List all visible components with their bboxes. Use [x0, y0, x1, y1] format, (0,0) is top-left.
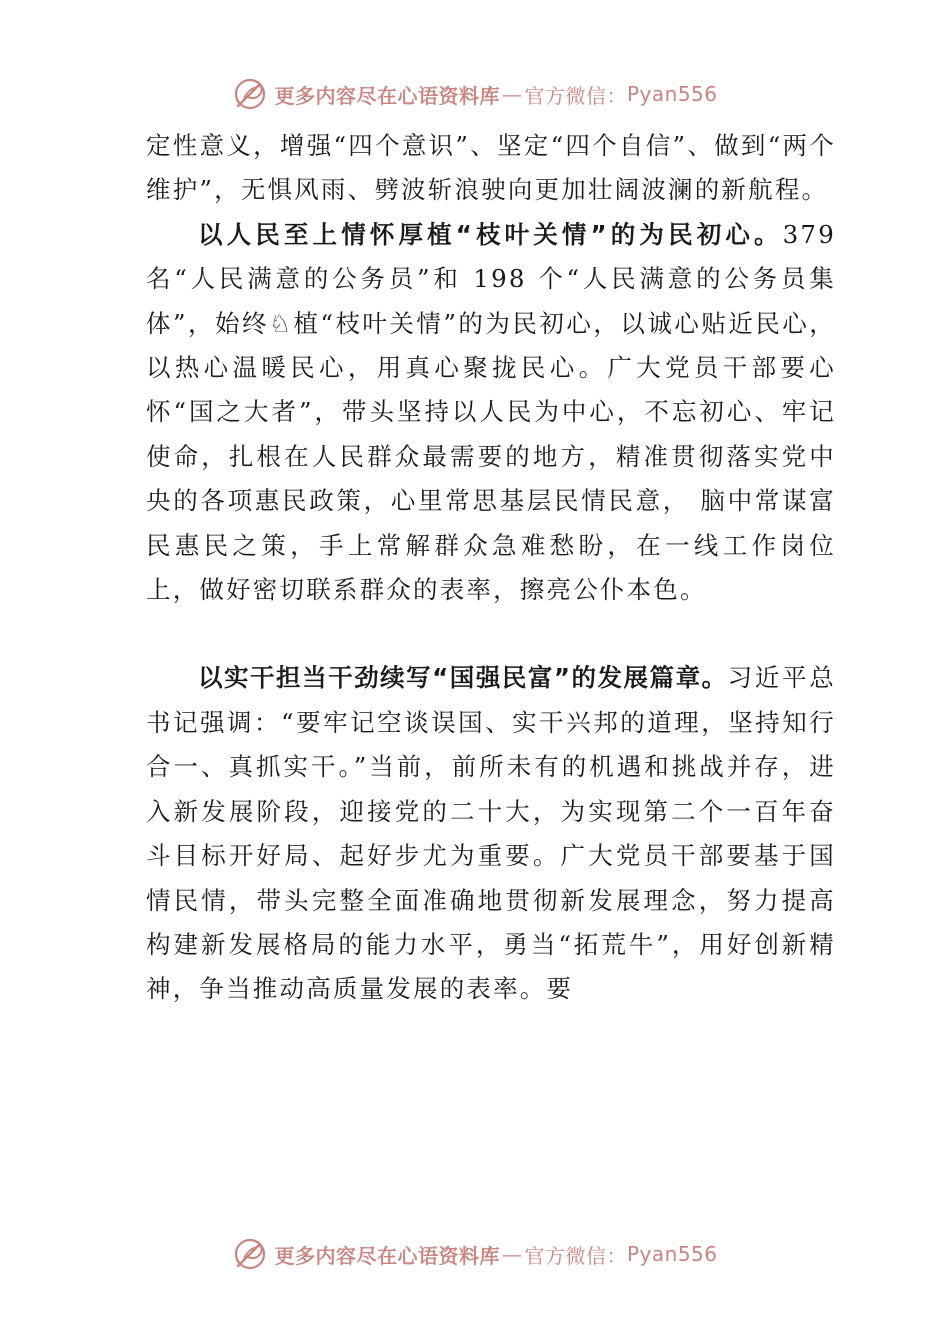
watermark-label: 官方微信： — [524, 1243, 627, 1268]
paragraph-text: 定性意义，增强“四个意识”、坚定“四个自信”、做到“两个维护”，无惧风雨、劈波斩浪驶向更加壮阔波澜的新航程。 — [146, 131, 836, 205]
paragraph-text: 习近平总书记强调：“要牢记空谈误国、实干兴邦的道理，坚持知行合一、真抓实干。”当前，前所未有的机遇和挑战并存，进入新发展阶段，迎接党的二十大，为实现第二个一百年奋斗目标开好局、起好步尤为重要。广大党员干部要基于国情民情，带头完整全面准确地贯彻新发展理念，努力提高构建新发展格局的能力水平，勇当“拓荒牛”，用好创新精神，争当推动高质量发展的表率。要 — [146, 663, 837, 1004]
watermark-brand: 更多内容尽在心语资料库 — [274, 1243, 500, 1268]
paragraph-text: 379名“人民满意的公务员”和 198 个“人民满意的公务员集体”，始终♘植“枝叶关情”的为民初心，以诚心贴近民心，以热心温暖民心，用真心聚拢民心。广大党员干部要心怀“国之大者”，带头坚持以人民为中心，不忘初心、牢记使命，扎根在人民群众最需要的地方，精准贯彻落实党中央的各项惠民政策，心里常思基层民情民意， 脑中常谋富民惠民之策，手上常解群众急难愁盼，在一线工作岗位上，做好密切联系群众的表率，擦亮公仆本色。 — [146, 219, 836, 605]
watermark-label: 官方微信： — [524, 83, 627, 108]
watermark-wechat-id: Pyan556 — [626, 1242, 718, 1266]
header-watermark — [0, 76, 950, 112]
watermark-separator: — — [501, 82, 523, 106]
watermark-brand: 更多内容尽在心语资料库 — [274, 83, 500, 108]
document-body — [146, 124, 836, 1012]
paragraph-1 — [146, 124, 836, 213]
quill-logo-icon — [232, 76, 268, 112]
paragraph-spacer — [146, 612, 836, 656]
quill-logo-icon — [232, 1236, 268, 1272]
paragraph-2 — [146, 213, 836, 613]
paragraph-3 — [146, 656, 836, 1011]
watermark-wechat-id: Pyan556 — [626, 82, 718, 106]
footer-watermark — [0, 1236, 950, 1272]
paragraph-heading: 以人民至上情怀厚植“枝叶关情”的为民初心。 — [198, 219, 783, 249]
watermark-separator: — — [501, 1242, 523, 1266]
paragraph-heading: 以实干担当干劲续写“国强民富”的发展篇章。 — [198, 663, 728, 693]
